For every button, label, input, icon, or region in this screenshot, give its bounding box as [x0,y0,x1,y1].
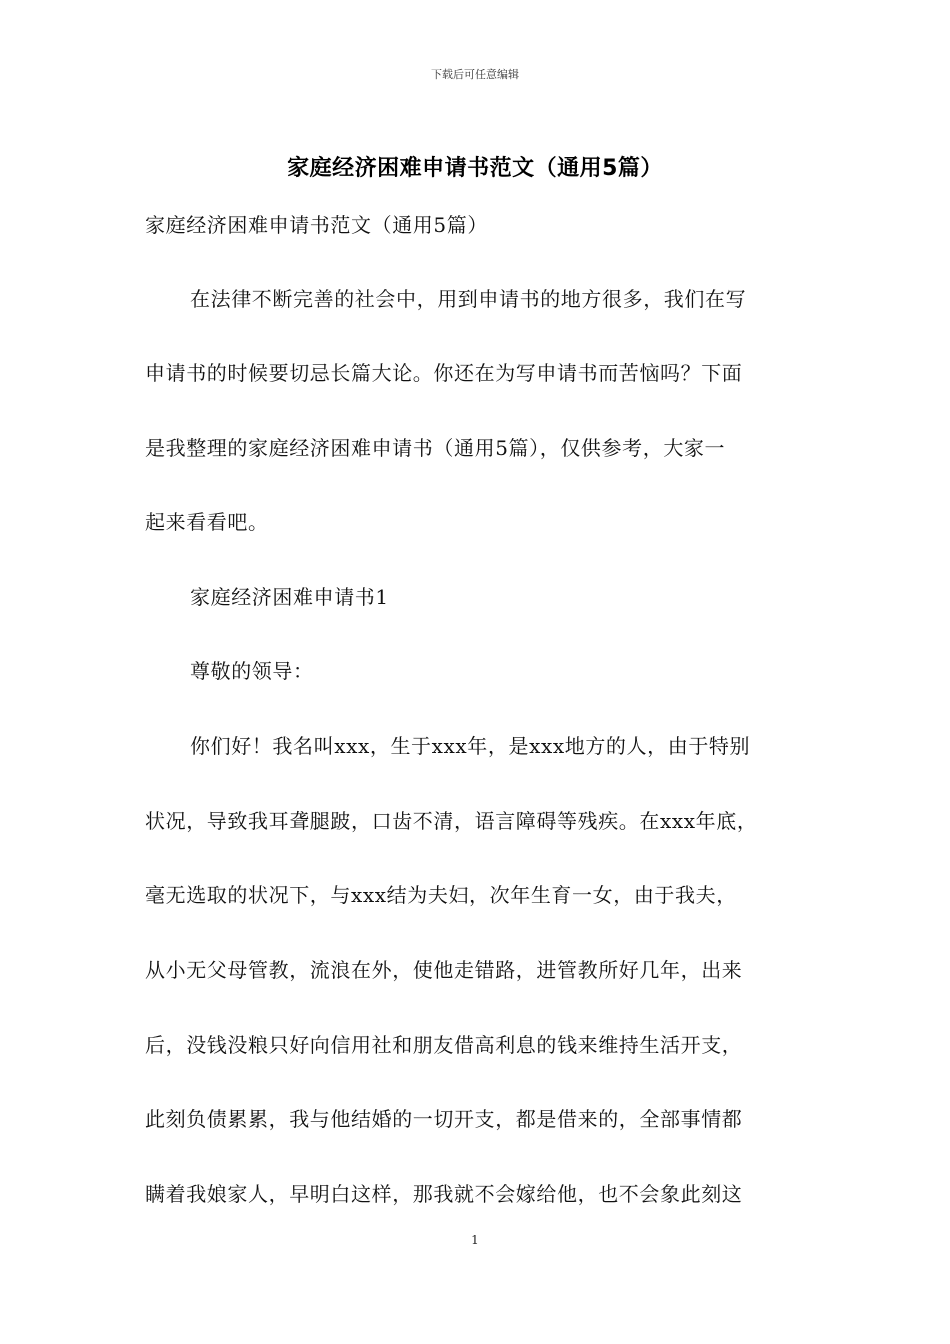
body-line: 起来看看吧。 [145,510,269,534]
body-line: 后，没钱没粮只好向信用社和朋友借高利息的钱来维持生活开支， [145,1033,743,1057]
subtitle-line: 家庭经济困难申请书范文（通用5篇） [145,213,488,237]
body-line: 毫无选取的状况下，与xxx结为夫妇，次年生育一女，由于我夫， [145,883,737,907]
body-line: 状况，导致我耳聋腿跛，口齿不清，语言障碍等残疾。在xxx年底， [145,809,758,833]
body-line: 申请书的时候要切忌长篇大论。你还在为写申请书而苦恼吗？下面 [145,361,743,385]
section-heading: 家庭经济困难申请书1 [190,585,389,609]
body-line: 在法律不断完善的社会中，用到申请书的地方很多，我们在写 [190,287,747,311]
body-line: 是我整理的家庭经济困难申请书（通用5篇），仅供参考，大家一 [145,436,726,460]
document-title: 家庭经济困难申请书范文（通用5篇） [287,156,663,181]
body-line: 你们好！我名叫xxx，生于xxx年，是xxx地方的人，由于特别 [190,734,751,758]
body-line: 从小无父母管教，流浪在外，使他走错路，进管教所好几年，出来 [145,958,743,982]
page-number: 1 [471,1233,479,1247]
salutation: 尊敬的领导： [190,659,314,683]
body-line: 此刻负债累累，我与他结婚的一切开支，都是借来的，全部事情都 [145,1107,743,1131]
body-line: 瞒着我娘家人，早明白这样，那我就不会嫁给他，也不会象此刻这 [145,1182,743,1206]
header-note: 下载后可任意编辑 [431,68,519,81]
